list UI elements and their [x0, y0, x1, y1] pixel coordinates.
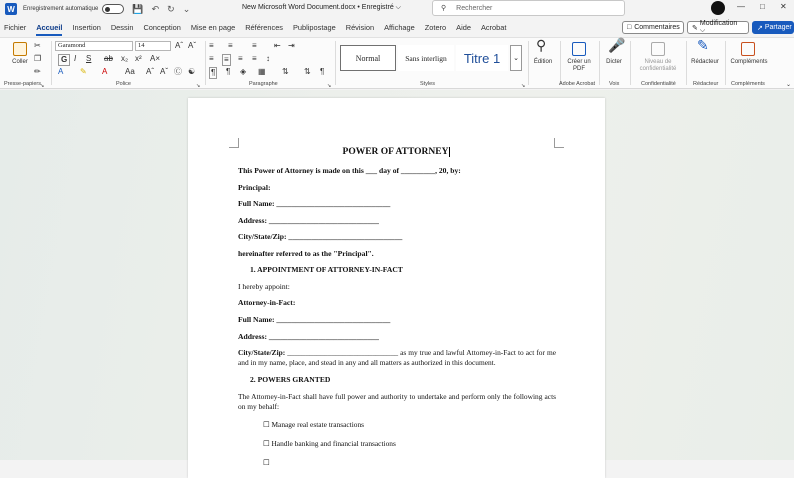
addins-group-label: Compléments [731, 81, 765, 87]
grow-icon[interactable]: Aˆ [146, 67, 154, 76]
expand-icon[interactable]: ↘ [196, 83, 201, 89]
tab-mise-en-page[interactable]: Mise en page [190, 23, 236, 32]
principal-label[interactable]: Principal: [238, 183, 271, 192]
chevron-down-icon: ⌄ [513, 55, 519, 62]
tab-dessin[interactable]: Dessin [110, 23, 134, 32]
shrink-icon[interactable]: Aˇ [160, 67, 168, 76]
powers-paragraph[interactable]: The Attorney-in-Fact shall have full power and authority to undertake and perform only the following acts on my behalf: [238, 392, 556, 411]
align-center-icon[interactable]: ≡ [224, 55, 229, 64]
tab-zotero[interactable]: Zotero [424, 23, 447, 32]
share-button[interactable] [752, 21, 794, 34]
grow-font-icon[interactable]: Aˆ [175, 41, 183, 50]
principal-city[interactable]: City/State/Zip: ______________________________ [238, 232, 403, 241]
ltr-icon[interactable]: ¶ [226, 67, 231, 76]
style-no-spacing-label: Sans interlign [405, 53, 447, 63]
numbering-icon[interactable]: ≡ [228, 41, 233, 50]
dictate-button[interactable]: Dicter [606, 59, 622, 65]
section-heading-2[interactable]: 2. POWERS GRANTED [250, 375, 331, 384]
appoint-line[interactable]: I hereby appoint: [238, 282, 290, 291]
font-name-select[interactable]: Garamond [55, 41, 133, 51]
autosave-toggle[interactable] [102, 4, 124, 14]
tab-insertion[interactable]: Insertion [72, 23, 101, 32]
maximize-icon[interactable]: □ [760, 2, 765, 11]
divider [686, 41, 687, 85]
asian-layout-icon[interactable]: ⇅ [304, 67, 311, 76]
section-heading-1[interactable]: 1. APPOINTMENT OF ATTORNEY-IN-FACT [250, 265, 403, 274]
checkbox-item[interactable]: ☐ Manage real estate transactions [263, 420, 365, 429]
editor-icon[interactable]: ✎ [697, 37, 709, 53]
chevron-down-icon[interactable]: ⌄ [182, 3, 191, 14]
principal-address[interactable]: Address: _____________________________ [238, 216, 379, 225]
editing-mode-button[interactable] [687, 21, 749, 34]
chevron-down-icon[interactable]: ⌄ [786, 82, 792, 88]
acrobat-group-label: Adobe Acrobat [559, 81, 596, 87]
paragraph-group-label: Paragraphe [249, 81, 278, 87]
format-painter-icon[interactable]: ✏ [34, 67, 41, 76]
document-heading-text: POWER OF ATTORNEY [342, 147, 449, 158]
search-icon: ⚲ [441, 5, 447, 12]
align-right-icon[interactable]: ≡ [238, 54, 243, 63]
clipboard-group-label: Presse-papiers [4, 81, 41, 87]
divider [51, 41, 52, 85]
document-page[interactable] [188, 98, 605, 478]
editor-button[interactable]: Rédacteur [691, 59, 719, 65]
underline-icon[interactable]: S [86, 54, 92, 63]
subscript-icon[interactable]: x₂ [121, 54, 129, 63]
redo-icon[interactable]: ↻ [167, 3, 175, 14]
microphone-icon[interactable]: 🎤 [608, 37, 626, 53]
text-effects-icon[interactable]: A [58, 67, 64, 76]
divider [725, 41, 726, 85]
style-heading1-label: Titre 1 [463, 50, 501, 66]
multilevel-list-icon[interactable]: ≡ [252, 41, 257, 50]
strikethrough-icon[interactable]: ab [104, 54, 113, 63]
font-color-icon[interactable]: A [102, 67, 108, 76]
tab-affichage[interactable]: Affichage [384, 23, 415, 32]
paste-button[interactable]: Coller [12, 59, 28, 65]
highlight-icon[interactable]: ✎ [80, 67, 87, 76]
comments-button[interactable] [622, 21, 684, 34]
editing-button[interactable]: Édition [533, 59, 553, 65]
attorney-city-paragraph[interactable] [238, 348, 556, 368]
autosave-label: Enregistrement automatique [23, 6, 99, 12]
copy-icon[interactable]: ❐ [34, 54, 42, 63]
rtl-icon[interactable]: ¶ [211, 68, 216, 77]
search-placeholder: Rechercher [456, 4, 493, 12]
tab-accueil[interactable]: Accueil [36, 23, 63, 32]
search-icon[interactable]: ⚲ [536, 37, 547, 53]
styles-more-button[interactable] [510, 45, 522, 71]
addins-icon[interactable] [741, 42, 755, 56]
create-pdf-icon[interactable] [572, 42, 586, 56]
style-no-spacing[interactable] [398, 45, 454, 71]
close-icon[interactable]: ✕ [780, 2, 787, 11]
create-pdf-button[interactable]: Créer un PDF [567, 59, 591, 72]
tab-references[interactable]: Références [245, 23, 283, 32]
sort-icon[interactable]: ⇅ [282, 67, 289, 76]
clear-format-icon[interactable]: A× [150, 54, 161, 63]
borders-icon[interactable]: ▦ [258, 67, 266, 76]
tab-acrobat[interactable]: Acrobat [480, 23, 507, 32]
font-group-label: Police [116, 81, 131, 87]
tab-fichier[interactable]: Fichier [4, 23, 27, 32]
style-normal[interactable] [340, 45, 396, 71]
divider [599, 41, 600, 85]
sensitivity-icon [651, 42, 665, 56]
divider [630, 41, 631, 85]
attorney-label[interactable]: Attorney-in-Fact: [238, 298, 296, 307]
sensitivity-group-label: Confidentialité [641, 81, 676, 87]
shrink-font-icon[interactable]: Aˇ [188, 41, 196, 50]
hereinafter-line[interactable]: hereinafter referred to as the "Principal". [238, 249, 374, 258]
tab-revision[interactable]: Révision [345, 23, 375, 32]
divider [335, 41, 336, 85]
char-border-icon[interactable]: Ⓒ [174, 67, 182, 76]
tab-conception[interactable]: Conception [143, 23, 181, 32]
share-icon: ↗ [757, 24, 763, 32]
cut-icon[interactable]: ✂ [34, 41, 41, 50]
expand-icon[interactable]: ↘ [327, 83, 332, 89]
ribbon [0, 37, 794, 89]
checkbox-item[interactable]: ☐ Handle banking and financial transactions [263, 439, 396, 448]
style-normal-label: Normal [355, 53, 381, 63]
comment-icon: □ [627, 24, 632, 31]
document-heading[interactable] [188, 147, 605, 157]
align-left-icon[interactable]: ≡ [209, 54, 214, 63]
document-canvas [0, 90, 794, 467]
editing-mode-label: Modification ⌵ [699, 20, 738, 34]
intro-line[interactable]: This Power of Attorney is made on this ___ day of _________, 20, by: [238, 166, 461, 175]
divider [205, 41, 206, 85]
superscript-icon[interactable]: x² [135, 54, 142, 63]
paste-icon[interactable] [13, 42, 27, 56]
save-icon[interactable]: 💾 [132, 3, 144, 14]
pencil-icon: ✎ [692, 24, 698, 32]
tab-aide[interactable]: Aide [456, 23, 471, 32]
comments-label: Commentaires [634, 24, 680, 31]
decrease-indent-icon[interactable]: ⇤ [274, 41, 281, 50]
sensitivity-button: Niveau de confidentialité [639, 59, 677, 72]
show-marks-icon[interactable]: ¶ [320, 67, 325, 76]
principal-full-name[interactable]: Full Name: ______________________________ [238, 199, 391, 208]
text-cursor [449, 147, 450, 157]
undo-icon[interactable]: ↶ [151, 3, 160, 14]
expand-icon[interactable]: ↘ [521, 83, 526, 89]
attorney-city-label: City/State/Zip: [238, 348, 288, 357]
increase-indent-icon[interactable]: ⇥ [288, 41, 295, 50]
shading-icon[interactable]: ◈ [240, 67, 247, 76]
editor-group-label: Rédacteur [693, 81, 719, 87]
style-heading1[interactable] [456, 45, 508, 71]
justify-icon[interactable]: ≡ [252, 54, 257, 63]
bullets-icon[interactable]: ≡ [209, 41, 214, 50]
checkbox-item[interactable]: ☐ [263, 458, 270, 467]
line-spacing-icon[interactable]: ↕ [266, 54, 270, 63]
attorney-address[interactable]: Address: _____________________________ [238, 332, 379, 341]
bold-icon[interactable]: G [58, 54, 70, 66]
styles-group-label: Styles [420, 81, 435, 87]
font-size-select[interactable]: 14 [135, 41, 171, 51]
italic-icon[interactable]: I [74, 54, 77, 63]
tab-publipostage[interactable]: Publipostage [293, 23, 336, 32]
word-logo-icon: W [5, 3, 17, 15]
search-input[interactable] [432, 0, 625, 16]
expand-icon[interactable]: ↘ [40, 83, 45, 89]
document-title[interactable]: New Microsoft Word Document.docx • Enregistré ⌵ [242, 4, 401, 11]
attorney-full-name[interactable]: Full Name: ______________________________ [238, 315, 391, 324]
voice-group-label: Voix [609, 81, 620, 87]
attorney-city-text: ______________________________ as my true and lawful Attorney-in-Fact to act for me and in my name, place, and stead in any and all matters as authorized in this document. [238, 348, 556, 367]
phonetic-icon[interactable]: ☯ [188, 67, 196, 76]
addins-button[interactable]: Compléments [730, 59, 768, 65]
minimize-icon[interactable]: — [737, 2, 745, 11]
avatar[interactable] [711, 1, 725, 15]
share-label: Partager [764, 24, 792, 31]
case-icon[interactable]: Aa [125, 67, 135, 76]
divider [560, 41, 561, 85]
